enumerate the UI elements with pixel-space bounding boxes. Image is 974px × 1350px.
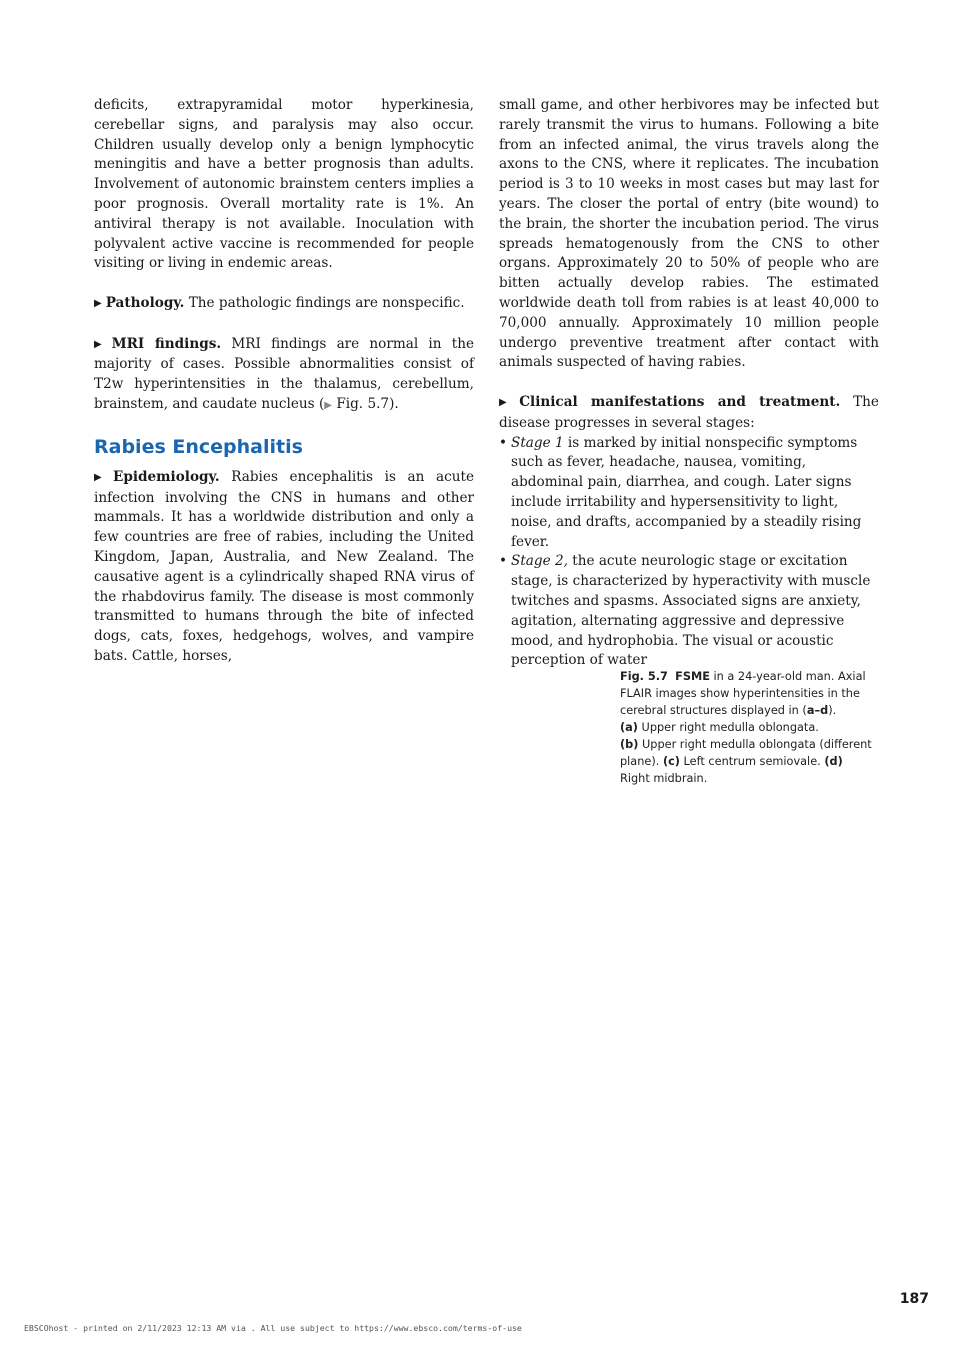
mri-text: MRI findings are normal in the majority of cases. Possible abnormalities consist of T2w hyperintensities in the thalamus, cerebellum, brainstem, and caudate nucleus ( bbox=[94, 335, 474, 412]
caption-range-close: ). bbox=[828, 704, 837, 717]
epidemiology-paragraph bbox=[94, 468, 474, 667]
caption-c-text: Left centrum semiovale. bbox=[679, 755, 821, 768]
footer-notice: EBSCOhost - printed on 2/11/2023 12:13 AM via . All use subject to https://www.ebsco.com/terms-of-use bbox=[24, 1323, 522, 1333]
pathology-text: The pathologic findings are nonspecific. bbox=[184, 294, 465, 311]
stage-text: the acute neurologic stage or excitation stage, is characterized by hyperactivity with muscle twitches and spasms. Associated signs are anxiety, agitation, alternating aggressive and depressive mood, and hydrophobia. The visual or acoustic perception of water bbox=[511, 553, 871, 669]
caption-range: a–d bbox=[806, 704, 829, 717]
list-item bbox=[499, 434, 879, 553]
mri-text-close: ). bbox=[389, 395, 399, 412]
caption-fig-label: Fig. 5.7 bbox=[620, 670, 668, 683]
mri-paragraph bbox=[94, 335, 474, 416]
caption-a-text: Upper right medulla oblongata. bbox=[637, 721, 819, 734]
section-title: Rabies Encephalitis bbox=[94, 435, 303, 458]
figure-ref-arrow-icon: ▶ bbox=[324, 399, 332, 411]
epidemiology-text: Rabies encephalitis is an acute infection involving the CNS in humans and other mammals. It has a worldwide distribution and only a few countries are free of rabies, including the United Kingdom, Japan, Australia, and New Zealand. The causative agent is a cylindrically shaped RNA virus of the rhabdovirus family. The disease is most commonly transmitted to humans through the bite of infected dogs, cats, foxes, hedgehogs, wolves, and vampire bats. Cattle, horses, bbox=[94, 468, 474, 664]
right-column bbox=[499, 96, 879, 671]
stage-text: is marked by initial nonspecific symptoms such as fever, headache, nausea, vomiting, abdominal pain, diarrhea, and cough. Later signs include irritability and hypersensitivity to light, noise, and drafts, accompanied by a steadily rising fever. bbox=[511, 434, 862, 550]
figure-caption bbox=[620, 668, 875, 787]
stage-label: Stage 1 bbox=[511, 434, 564, 451]
caption-d-text: Right midbrain. bbox=[620, 772, 708, 785]
caption-c-label: (c) bbox=[662, 755, 680, 768]
triangle-bullet-icon: ▶ bbox=[94, 297, 102, 309]
left-column bbox=[94, 96, 474, 667]
triangle-bullet-icon: ▶ bbox=[94, 471, 109, 483]
pathology-paragraph bbox=[94, 294, 474, 315]
triangle-bullet-icon: ▶ bbox=[94, 338, 108, 350]
triangle-bullet-icon: ▶ bbox=[499, 396, 516, 408]
mri-heading: MRI findings. bbox=[111, 335, 222, 352]
list-item bbox=[499, 552, 879, 671]
caption-b-text: Upper right medulla oblongata (different plane). bbox=[620, 738, 872, 768]
caption-text: in a 24-year-old man. Axial FLAIR images show hyperintensities in the cerebral structures displayed in ( bbox=[620, 670, 866, 717]
clinical-heading: Clinical manifestations and treatment. bbox=[519, 393, 841, 410]
caption-b-label: (b) bbox=[620, 738, 639, 751]
stages-list bbox=[499, 434, 879, 672]
caption-d-label: (d) bbox=[824, 755, 843, 768]
pathology-heading: Pathology. bbox=[105, 294, 185, 311]
epidemiology-heading: Epidemiology. bbox=[112, 468, 220, 485]
continued-paragraph-right: small game, and other herbivores may be infected but rarely transmit the virus to humans. Following a bite from an infected animal, the virus travels along the axons to the CNS, where it replicates. The incubation period is 3 to 10 weeks in most cases but may last for years. The closer the portal of entry (bite wound) to the brain, the shorter the incubation period. The virus spreads hematogenously from the CNS to other organs. Approximately 20 to 50% of people who are bitten actually develop rabies. The estimated worldwide death toll from rabies is at least 40,000 to 70,000 annually. Approximately 10 million people undergo preventive treatment after contact with animals suspected of having rabies. bbox=[499, 97, 879, 371]
figure-reference-link[interactable]: Fig. 5.7 bbox=[332, 395, 390, 412]
clinical-paragraph bbox=[499, 393, 879, 434]
caption-a-label: (a) bbox=[620, 721, 638, 734]
page-number: 187 bbox=[899, 1291, 929, 1307]
stage-label: Stage 2, bbox=[511, 553, 568, 570]
continued-paragraph: deficits, extrapyramidal motor hyperkinesia, cerebellar signs, and paralysis may also occur. Children usually develop only a benign lymphocytic meningitis and have a better prognosis than adults. Involvement of autonomic brainstem centers implies a poor prognosis. Overall mortality rate is 1%. An antiviral therapy is not available. Inoculation with polyvalent active vaccine is recommended for people visiting or living in endemic areas. bbox=[94, 97, 474, 272]
caption-title: FSME bbox=[675, 670, 710, 683]
clinical-text: The disease progresses in several stages: bbox=[499, 393, 879, 431]
